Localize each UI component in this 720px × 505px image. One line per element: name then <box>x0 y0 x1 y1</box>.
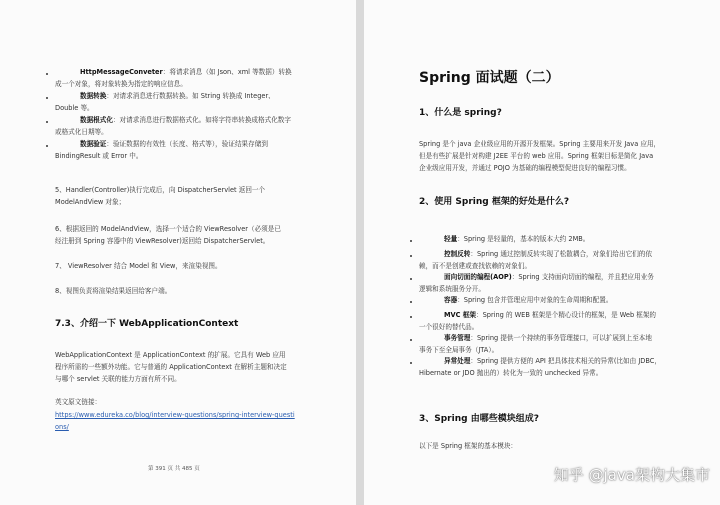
bullet-container: 容器：Spring 包含并管理应用中对象的生命周期和配置。 <box>444 296 613 304</box>
bullet-httpmessageconverter: HttpMessageConveter：将请求消息（如 Json、xml 等数据）转换 <box>80 68 292 76</box>
source-link-cont[interactable]: ons/ <box>55 423 69 431</box>
bullet-lightweight: 轻量：Spring 是轻量的，基本的版本大约 2MB。 <box>444 235 590 243</box>
bullet-continuation: BindingResult 或 Error 中。 <box>55 152 143 160</box>
bullet-continuation: 或格式化日期等。 <box>55 128 108 136</box>
source-link[interactable]: https://www.edureka.co/blog/interview-questions/spring-interview-questi <box>55 411 295 419</box>
bullet-dot <box>410 316 412 318</box>
paragraph-spring-intro-cont: 但是有些扩展是针对构建 J2EE 平台的 web 应用。Spring 框架目标是简化 Java <box>419 152 654 160</box>
bullet-continuation: 逻辑和系统服务分开。 <box>419 285 485 293</box>
bullet-dot <box>46 145 48 147</box>
heading-what-is-spring: 1、什么是 spring? <box>419 108 502 118</box>
bullet-continuation: 事务下至全局事务（JTA）。 <box>419 346 499 354</box>
paragraph-step7: 7、 ViewResolver 结合 Model 和 View，来渲染视图。 <box>55 262 222 270</box>
bullet-mvc: MVC 框架：Spring 的 WEB 框架是个精心设计的框架，是 Web 框架的 <box>444 311 657 319</box>
bullet-continuation: Double 等。 <box>55 104 94 112</box>
section-heading: 7.3、介绍一下 WebApplicationContext <box>55 319 239 329</box>
bullet-dot <box>46 121 48 123</box>
bullet-data-validation: 数据验证：验证数据的有效性（长度、格式等），验证结果存储到 <box>80 140 268 148</box>
source-label: 英文原文链接： <box>55 398 102 406</box>
paragraph-step6-cont: 经注册到 Spring 容器中的 ViewResolver)返回给 DispatcherServlet。 <box>55 237 270 245</box>
paragraph-step5: 5、Handler(Controller)执行完成后，向 DispatcherServlet 返回一个 <box>55 186 266 194</box>
paragraph-step6: 6、根据返回的 ModelAndView，选择一个适合的 ViewResolver（必须是已 <box>55 225 281 233</box>
bullet-continuation: 成一个对象，将对象转换为指定的响应信息。 <box>55 80 187 88</box>
zhihu-watermark: 知乎 @java架构大集市 <box>553 466 710 484</box>
bullet-dot <box>46 97 48 99</box>
paragraph-spring-intro: Spring 是个 java 企业级应用的开源开发框架。Spring 主要用来开发 Java 应用， <box>419 140 661 148</box>
heading-benefits: 2、使用 Spring 框架的好处是什么? <box>419 197 570 207</box>
bullet-data-conversion: 数据转换：对请求消息进行数据转换。如 String 转换成 Integer、 <box>80 92 275 100</box>
bullet-continuation: 赖，而不是创建或查找依赖的对象们。 <box>419 262 532 270</box>
bullet-dot <box>410 240 412 242</box>
bullet-dot <box>410 278 412 280</box>
paragraph-wac-cont: 与哪个 servlet 关联的能力方面有所不同。 <box>55 375 181 383</box>
right-page <box>364 0 720 505</box>
bullet-dot <box>410 362 412 364</box>
paragraph-step8: 8、视图负责将渲染结果返回给客户端。 <box>55 287 172 295</box>
bullet-dot <box>410 255 412 257</box>
bullet-ioc: 控制反转：Spring 通过控制反转实现了松散耦合，对象们给出它们的依 <box>444 250 652 258</box>
bullet-aop: 面向切面的编程(AOP)：Spring 支持面向切面的编程，并且把应用业务 <box>444 273 654 281</box>
paragraph-spring-intro-cont: 企业级应用开发，并通过 POJO 为基础的编程模型促进良好的编程习惯。 <box>419 164 631 172</box>
bullet-dot <box>410 339 412 341</box>
bullet-dot <box>410 301 412 303</box>
bullet-transaction: 事务管理：Spring 提供一个持续的事务管理接口，可以扩展到上至本地 <box>444 334 652 342</box>
left-page <box>0 0 356 505</box>
heading-modules: 3、Spring 由哪些模块组成? <box>419 414 539 424</box>
bullet-continuation: 一个很好的替代品。 <box>419 323 479 331</box>
bullet-continuation: Hibernate or JDO 抛出的）转化为一致的 unchecked 异常。 <box>419 369 603 377</box>
paragraph-wac-cont: 程序所需的一些额外功能。它与普通的 ApplicationContext 在解析主题和决定 <box>55 363 287 371</box>
page-title: Spring 面试题（二） <box>419 70 560 86</box>
paragraph-wac: WebApplicationContext 是 ApplicationContext 的扩展。它具有 Web 应用 <box>55 351 286 359</box>
bullet-exception: 异常处理：Spring 提供方便的 API 把具体技术相关的异常(比如由 JDBC， <box>444 357 661 365</box>
page-footer: 第 391 页 共 485 页 <box>148 466 200 472</box>
bullet-data-formatting: 数据根式化：对请求消息进行数据格式化。如将字符串转换成格式化数字 <box>80 116 291 124</box>
paragraph-step5-cont: ModelAndView 对象； <box>55 198 126 206</box>
paragraph-modules: 以下是 Spring 框架的基本模块： <box>419 442 518 450</box>
bullet-dot <box>46 73 48 75</box>
